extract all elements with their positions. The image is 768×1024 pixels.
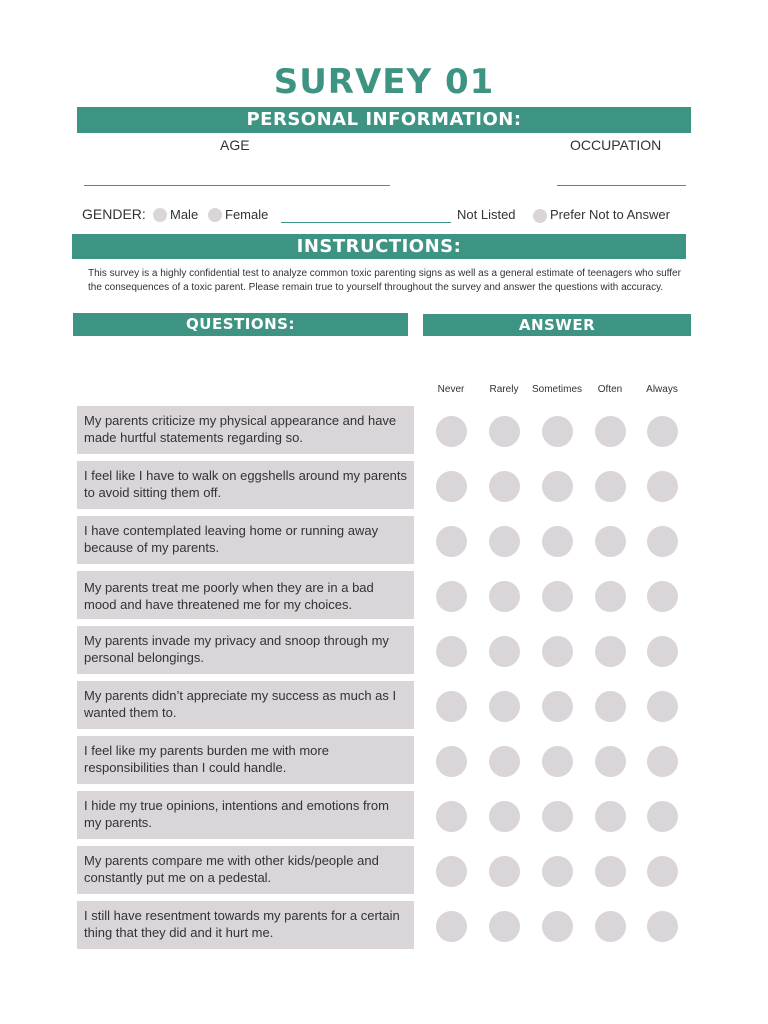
answer-radio-q1-sometimes[interactable] [542, 416, 573, 447]
answer-radio-q3-rarely[interactable] [489, 526, 520, 557]
gender-label: GENDER: [82, 206, 146, 222]
answer-radio-q10-always[interactable] [647, 911, 678, 942]
questions-header: QUESTIONS: [73, 313, 408, 336]
answer-radio-q3-sometimes[interactable] [542, 526, 573, 557]
answer-radio-q2-rarely[interactable] [489, 471, 520, 502]
answer-radio-q7-rarely[interactable] [489, 746, 520, 777]
prefer-not-option-label: Prefer Not to Answer [550, 207, 670, 222]
answer-radio-q4-never[interactable] [436, 581, 467, 612]
answer-radio-q1-rarely[interactable] [489, 416, 520, 447]
question-5: My parents invade my privacy and snoop through my personal belongings. [77, 626, 414, 674]
scale-label-rarely: Rarely [489, 384, 519, 395]
answer-radio-q4-rarely[interactable] [489, 581, 520, 612]
answer-radio-q3-always[interactable] [647, 526, 678, 557]
question-1: My parents criticize my physical appearance and have made hurtful statements regarding so. [77, 406, 414, 454]
answer-radio-q7-often[interactable] [595, 746, 626, 777]
answer-radio-q1-never[interactable] [436, 416, 467, 447]
answer-radio-q5-rarely[interactable] [489, 636, 520, 667]
answer-radio-q8-rarely[interactable] [489, 801, 520, 832]
answer-radio-q10-sometimes[interactable] [542, 911, 573, 942]
answer-radio-q6-often[interactable] [595, 691, 626, 722]
answer-header: ANSWER [423, 314, 691, 336]
answer-radio-q8-sometimes[interactable] [542, 801, 573, 832]
answer-radio-q5-never[interactable] [436, 636, 467, 667]
answer-radio-q8-always[interactable] [647, 801, 678, 832]
answer-radio-q2-always[interactable] [647, 471, 678, 502]
female-option-label: Female [225, 207, 269, 222]
male-option-label: Male [170, 207, 199, 222]
answer-radio-q9-rarely[interactable] [489, 856, 520, 887]
answer-radio-q9-sometimes[interactable] [542, 856, 573, 887]
answer-radio-q2-sometimes[interactable] [542, 471, 573, 502]
answer-radio-q9-never[interactable] [436, 856, 467, 887]
question-10: I still have resentment towards my parents for a certain thing that they did and it hurt me. [77, 901, 414, 949]
question-9: My parents compare me with other kids/people and constantly put me on a pedestal. [77, 846, 414, 894]
scale-label-never: Never [437, 384, 465, 395]
question-3: I have contemplated leaving home or running away because of my parents. [77, 516, 414, 564]
answer-radio-q3-often[interactable] [595, 526, 626, 557]
question-4: My parents treat me poorly when they are in a bad mood and have threatened me for my choices. [77, 571, 414, 619]
answer-radio-q6-rarely[interactable] [489, 691, 520, 722]
answer-radio-q2-often[interactable] [595, 471, 626, 502]
prefer-not-radio[interactable] [533, 209, 547, 223]
answer-radio-q4-always[interactable] [647, 581, 678, 612]
instructions-header: INSTRUCTIONS: [72, 234, 686, 259]
answer-radio-q2-never[interactable] [436, 471, 467, 502]
answer-radio-q7-always[interactable] [647, 746, 678, 777]
question-8: I hide my true opinions, intentions and emotions from my parents. [77, 791, 414, 839]
question-6: My parents didn’t appreciate my success as much as I wanted them to. [77, 681, 414, 729]
answer-radio-q6-never[interactable] [436, 691, 467, 722]
instructions-text: This survey is a highly confidential test to analyze common toxic parenting signs as well as a general estimate of teenagers who suffer the consequences of a toxic parent. Please remain true to yourself throughout the survey and answer the questions with accuracy. [88, 268, 681, 293]
answer-radio-q6-always[interactable] [647, 691, 678, 722]
answer-radio-q5-sometimes[interactable] [542, 636, 573, 667]
answer-radio-q7-sometimes[interactable] [542, 746, 573, 777]
answer-radio-q7-never[interactable] [436, 746, 467, 777]
scale-label-often: Often [597, 384, 623, 395]
answer-radio-q10-often[interactable] [595, 911, 626, 942]
scale-label-always: Always [646, 384, 678, 395]
answer-radio-q9-always[interactable] [647, 856, 678, 887]
answer-radio-q9-often[interactable] [595, 856, 626, 887]
answer-radio-q5-always[interactable] [647, 636, 678, 667]
answer-radio-q1-often[interactable] [595, 416, 626, 447]
answer-radio-q6-sometimes[interactable] [542, 691, 573, 722]
answer-radio-q4-sometimes[interactable] [542, 581, 573, 612]
page-title: SURVEY 01 [273, 62, 495, 102]
female-radio[interactable] [208, 208, 222, 222]
answer-radio-q1-always[interactable] [647, 416, 678, 447]
age-label: AGE [220, 137, 250, 153]
question-2: I feel like I have to walk on eggshells around my parents to avoid sitting them off. [77, 461, 414, 509]
scale-label-sometimes: Sometimes [531, 384, 582, 395]
not-listed-label: Not Listed [457, 207, 516, 222]
answer-radio-q3-never[interactable] [436, 526, 467, 557]
not-listed-field[interactable] [281, 222, 451, 223]
occupation-field[interactable] [557, 185, 686, 186]
personal-information-header: PERSONAL INFORMATION: [77, 107, 691, 133]
age-field[interactable] [84, 185, 390, 186]
question-7: I feel like my parents burden me with more responsibilities than I could handle. [77, 736, 414, 784]
answer-radio-q5-often[interactable] [595, 636, 626, 667]
answer-radio-q4-often[interactable] [595, 581, 626, 612]
answer-radio-q10-never[interactable] [436, 911, 467, 942]
answer-radio-q10-rarely[interactable] [489, 911, 520, 942]
answer-radio-q8-often[interactable] [595, 801, 626, 832]
occupation-label: OCCUPATION [570, 137, 662, 153]
male-radio[interactable] [153, 208, 167, 222]
answer-radio-q8-never[interactable] [436, 801, 467, 832]
